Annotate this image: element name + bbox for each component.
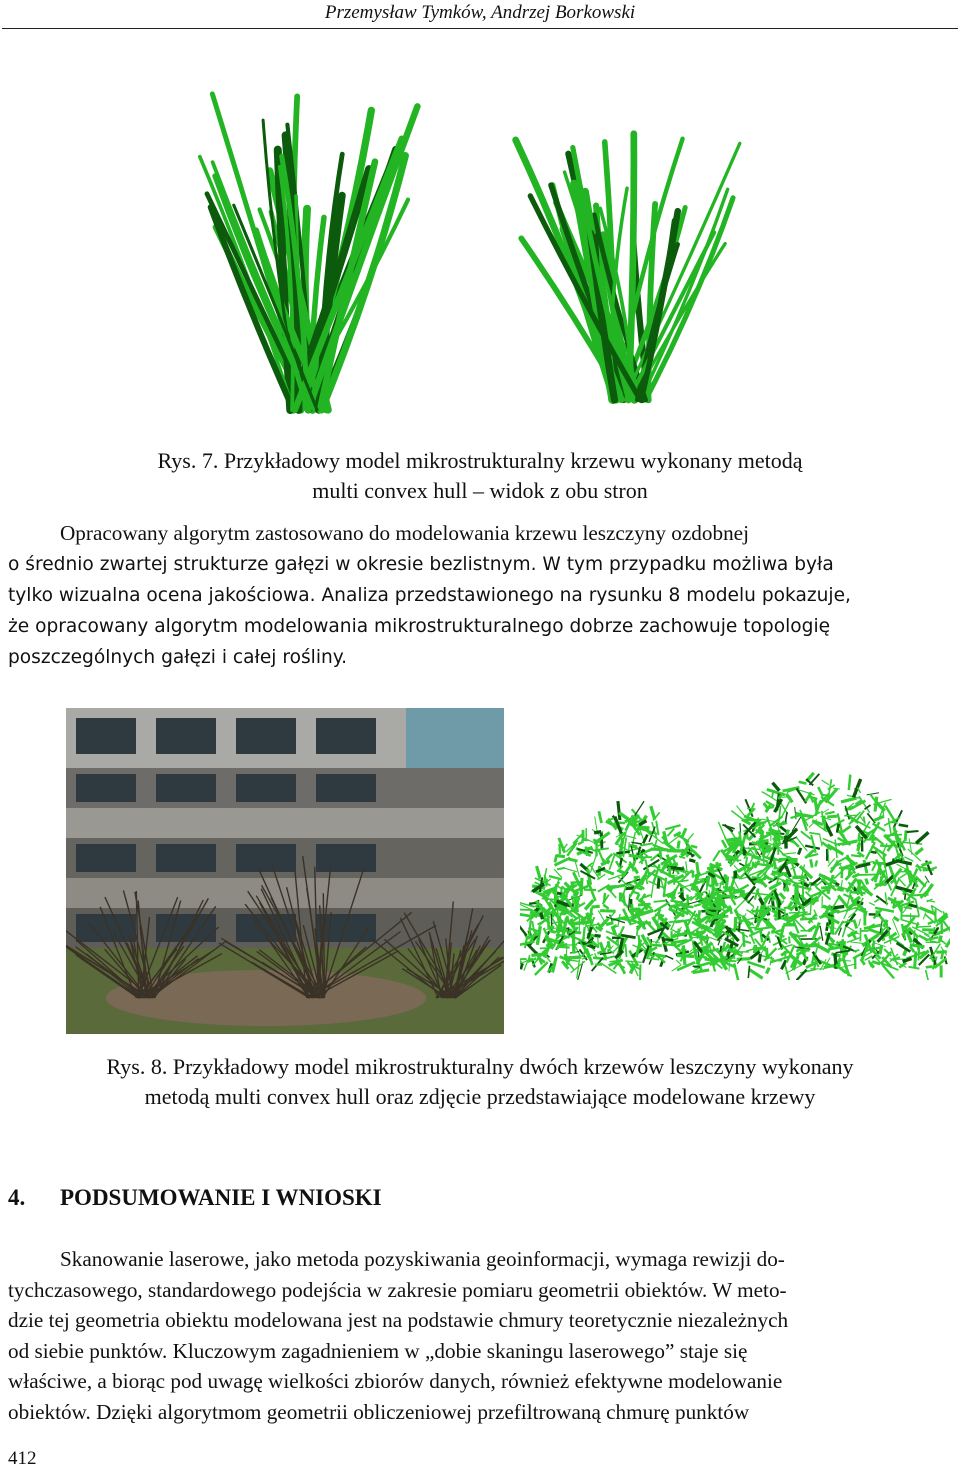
header-authors: Przemysław Tymków, Andrzej Borkowski: [324, 2, 636, 23]
paragraph-2-line: Skanowanie laserowe, jako metoda pozyskiwania geoinformacji, wymaga rewizji do-: [60, 1247, 785, 1271]
page-number: 412: [8, 1448, 37, 1469]
paragraph-2: [8, 1244, 956, 1427]
section-number: 4.: [8, 1185, 26, 1210]
paragraph-2-line: obiektów. Dzięki algorytmom geometrii obliczeniowej przefiltrowaną chmurę punktów: [8, 1399, 750, 1424]
paragraph-1: [8, 518, 956, 673]
section-heading: [8, 1185, 382, 1211]
figure-8-hazel-shrub-models: [520, 760, 950, 980]
figure-8-caption-line-2: metodą multi convex hull oraz zdjęcie przedstawiające modelowane krzewy: [144, 1084, 816, 1109]
figure-7-caption-line-2: multi convex hull – widok z obu stron: [312, 478, 648, 503]
shrub-model-left: [200, 94, 418, 410]
paragraph-2-line: właściwe, a biorąc pod uwagę wielkości zbiorów danych, również efektywne modelowanie: [8, 1369, 783, 1393]
figure-8-photo-building-shrubs: [66, 708, 504, 1034]
header-rule: [2, 28, 958, 29]
shrub-model-right: [516, 134, 740, 400]
paragraph-1-line: tylko wizualna ocena jakościowa. Analiza przedstawionego na rysunku 8 modelu pokazuje,: [8, 585, 851, 606]
paragraph-2-line: od siebie punktów. Kluczowym zagadnieniem w „dobie skaningu laserowego” staje się: [8, 1338, 748, 1363]
paragraph-1-line: Opracowany algorytm zastosowano do modelowania krzewu leszczyny ozdobnej: [60, 521, 749, 545]
figure-7-shrub-models: [190, 70, 770, 440]
paragraph-1-line: że opracowany algorytm modelowania mikrostrukturalnego dobrze zachowuje topologię: [8, 616, 831, 637]
section-title: PODSUMOWANIE I WNIOSKI: [60, 1185, 382, 1210]
paragraph-2-line: dzie tej geometria obiektu modelowana jest na podstawie chmury teoretycznie niezależnych: [8, 1308, 789, 1332]
running-header: [0, 0, 960, 28]
paragraph-1-line: poszczególnych gałęzi i całej rośliny.: [8, 647, 348, 668]
figure-7-caption-line-1: Rys. 7. Przykładowy model mikrostrukturalny krzewu wykonany metodą: [157, 448, 803, 473]
paragraph-1-line: o średnio zwartej strukturze gałęzi w okresie bezlistnym. W tym przypadku możliwa była: [8, 554, 834, 575]
figure-8-caption-line-1: Rys. 8. Przykładowy model mikrostrukturalny dwóch krzewów leszczyny wykonany: [106, 1054, 854, 1079]
paragraph-2-line: tychczasowego, standardowego podejścia w zakresie pomiaru geometrii obiektów. W meto-: [8, 1277, 787, 1302]
